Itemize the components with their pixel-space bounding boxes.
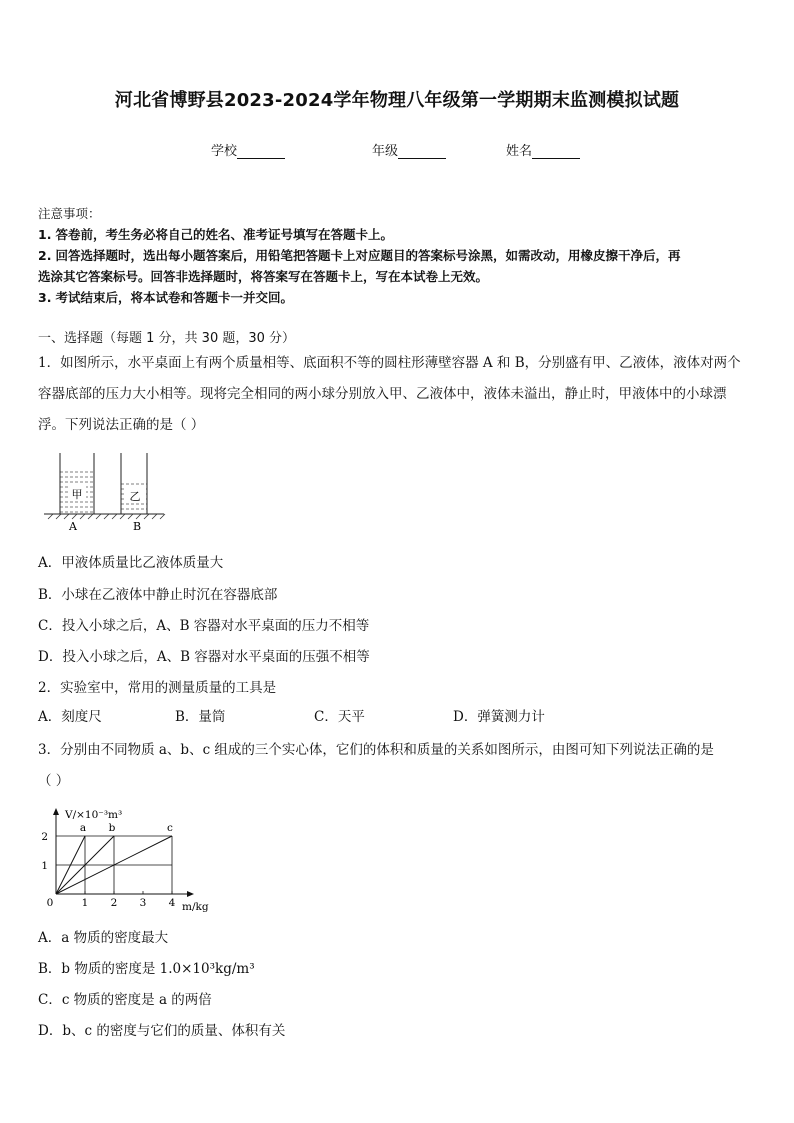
notice-item-2-cont — [38, 266, 758, 287]
x-tick-label: 1 — [81, 897, 89, 909]
school-label: 学校 — [211, 144, 238, 159]
notice-num: 1. — [38, 227, 52, 242]
q1-line-3: 浮。下列说法正确的是（ ） — [38, 417, 205, 433]
liquid-jia-label: 甲 — [71, 488, 83, 501]
section-title: 一、选择题（每题 1 分，共 30 题，30 分） — [38, 331, 296, 346]
q3-option-d[interactable]: D．b、c 的密度与它们的质量、体积有关 — [38, 1023, 286, 1039]
y-tick-label: 1 — [41, 860, 48, 872]
x-tick-label: 3 — [139, 897, 147, 909]
liquid-yi-label: 乙 — [129, 490, 141, 503]
q1-option-c[interactable]: C．投入小球之后，A、B 容器对水平桌面的压力不相等 — [38, 618, 370, 634]
q1-option-a[interactable]: A．甲液体质量比乙液体质量大 — [38, 555, 224, 571]
q2-stem: 2．实验室中，常用的测量质量的工具是 — [38, 680, 277, 696]
q2-option-d[interactable]: D．弹簧测力计 — [453, 709, 545, 725]
name-blank[interactable] — [532, 145, 580, 159]
q1-line-1: 1．如图所示，水平桌面上有两个质量相等、底面积不等的圆柱形薄壁容器 A 和 B，分别盛有甲、乙液体，液体对两个 — [38, 355, 741, 371]
q1-option-b[interactable]: B．小球在乙液体中静止时沉在容器底部 — [38, 587, 278, 603]
x-axis-arrow — [187, 891, 194, 897]
q1-container-figure — [40, 448, 170, 536]
y-tick-label: 2 — [41, 831, 48, 843]
notice-text: 答卷前，考生务必将自己的姓名、准考证号填写在答题卡上。 — [55, 227, 393, 242]
school-blank[interactable] — [237, 145, 285, 159]
q3-option-b[interactable]: B．b 物质的密度是 1.0×10³kg/m³ — [38, 961, 255, 977]
y-axis-label: V/×10⁻³m³ — [65, 809, 123, 821]
notice-heading: 注意事项： — [38, 206, 101, 221]
grade-blank[interactable] — [398, 145, 446, 159]
table-hatch — [48, 514, 165, 519]
x-tick-label: 4 — [168, 897, 176, 909]
notice-section — [38, 203, 758, 308]
q2-option-a[interactable]: A．刻度尺 — [38, 709, 102, 725]
q3-option-a[interactable]: A．a 物质的密度最大 — [38, 930, 169, 946]
q3-volume-mass-chart — [36, 796, 226, 918]
container-a — [60, 453, 94, 514]
x-tick-label: 0 — [46, 897, 54, 909]
notice-item-2 — [38, 245, 758, 266]
container-b-label: B — [132, 520, 142, 533]
school-field[interactable] — [211, 140, 285, 159]
notice-text: 考试结束后，将本试卷和答题卡一并交回。 — [55, 290, 293, 305]
container-b — [121, 453, 147, 514]
q3-option-c[interactable]: C．c 物质的密度是 a 的两倍 — [38, 992, 212, 1008]
q3-line-1: 3．分别由不同物质 a、b、c 组成的三个实心体，它们的体积和质量的关系如图所示，由图可知下列说法正确的是 — [38, 742, 714, 758]
container-a-label: A — [69, 520, 77, 533]
q2-option-c[interactable]: C．天平 — [314, 709, 365, 725]
q1-option-d[interactable]: D．投入小球之后，A、B 容器对水平桌面的压强不相等 — [38, 649, 370, 665]
name-field[interactable] — [506, 140, 580, 159]
notice-text: 回答选择题时，选出每小题答案后，用铅笔把答题卡上对应题目的答案标号涂黑，如需改动，用橡皮擦干净后，再 — [55, 248, 681, 263]
name-label: 姓名 — [506, 144, 533, 159]
x-axis-label: m/kg — [182, 901, 209, 913]
q1-line-2: 容器底部的压力大小相等。现将完全相同的两小球分别放入甲、乙液体中，液体未溢出，静止时，甲液体中的小球漂 — [38, 386, 727, 402]
q2-option-b[interactable]: B．量筒 — [175, 709, 226, 725]
notice-item-1 — [38, 224, 758, 245]
series-c-label: c — [167, 822, 173, 834]
x-tick-label: 2 — [110, 897, 118, 909]
page-title: 河北省博野县2023-2024学年物理八年级第一学期期末监测模拟试题 — [114, 90, 680, 111]
series-a-label: a — [79, 822, 87, 834]
notice-item-3 — [38, 287, 758, 308]
notice-num: 2. — [38, 248, 52, 263]
grade-label: 年级 — [372, 144, 399, 159]
q3-line-2: （ ） — [38, 773, 70, 789]
grade-field[interactable] — [372, 140, 446, 159]
notice-text: 选涂其它答案标号。回答非选择题时，将答案写在答题卡上，写在本试卷上无效。 — [38, 269, 489, 284]
student-info-row — [0, 140, 794, 160]
series-b-label: b — [108, 822, 116, 834]
notice-num: 3. — [38, 290, 52, 305]
y-axis-arrow — [53, 808, 59, 815]
